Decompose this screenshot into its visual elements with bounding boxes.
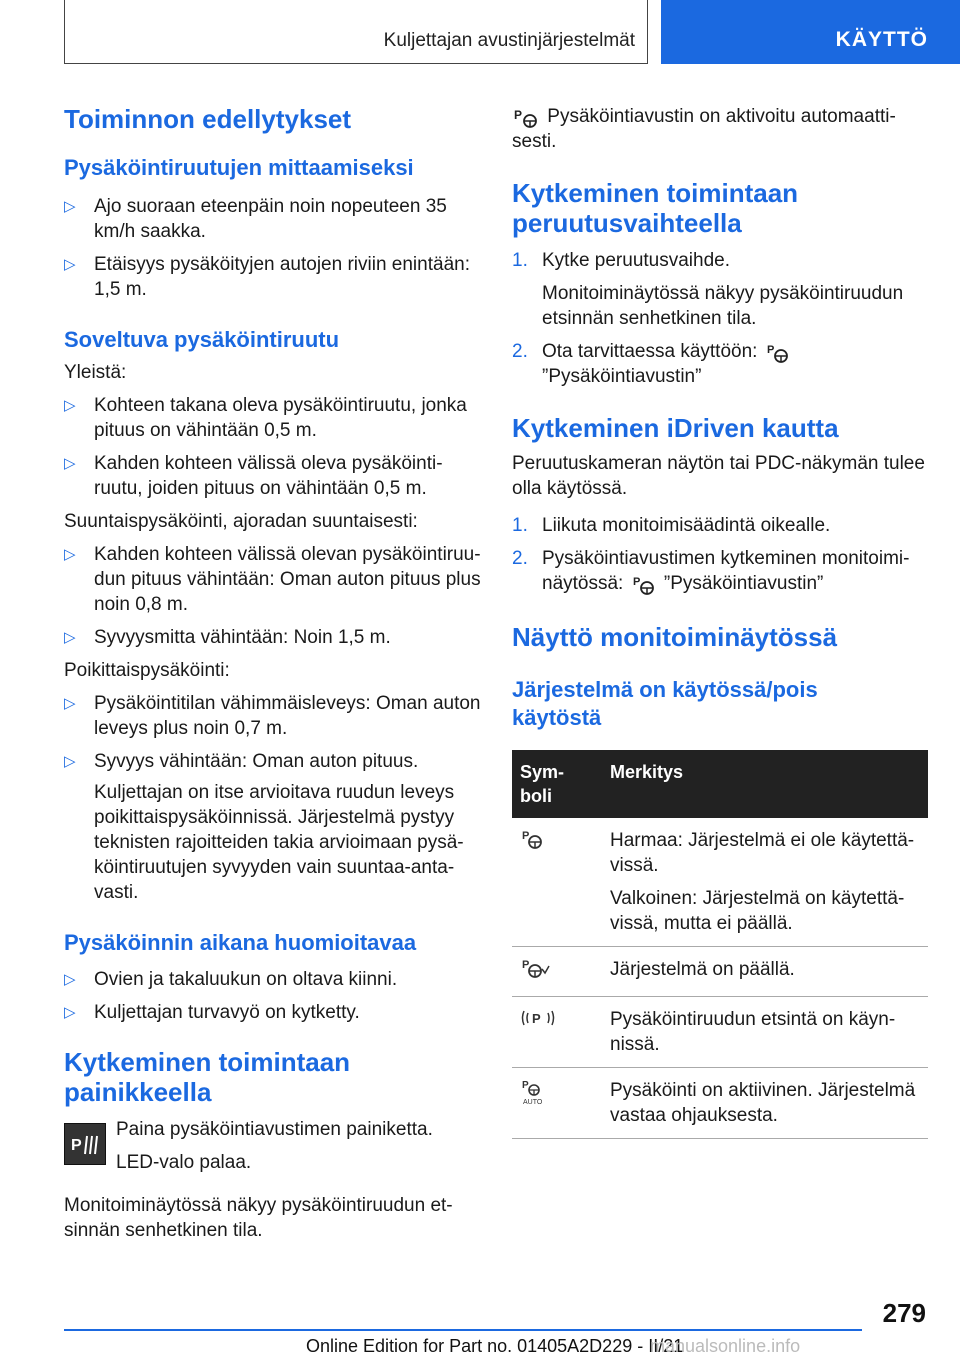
svg-text:AUTO: AUTO	[523, 1099, 543, 1106]
svg-text:P: P	[522, 830, 530, 842]
list-item: 2. Ota tarvittaessa käyttöön: P ”Pysäköintiavustin”	[512, 339, 928, 389]
heading-measure: Pysäköintiruutujen mittaamiseksi	[64, 155, 414, 180]
monitor-status-text: Monitoiminäytössä näkyy pysäköintiruudun et-sinnän senhetkinen tila.	[64, 1195, 453, 1241]
heading-display: Näyttö monitoiminäytössä	[512, 622, 838, 652]
reverse-step1-note: Monitoiminäytössä näkyy pysäköintiruudun etsinnän senhetkinen tila.	[542, 283, 904, 329]
list-item: 1. Liikuta monitoimisäädintä oikealle.	[512, 515, 831, 536]
header-box	[64, 0, 648, 64]
list-item: 1. Kytke peruutusvaihde.	[512, 250, 731, 271]
svg-text:P: P	[514, 107, 523, 122]
park-assist-gray-icon	[520, 828, 546, 850]
header-section-title: Kuljettajan avustinjärjestelmät	[383, 30, 635, 51]
edition-text: Online Edition for Part no. 01405A2D229 - II/21	[306, 1336, 684, 1356]
left-column	[64, 100, 482, 1243]
svg-text:P: P	[532, 1011, 541, 1026]
bullet-icon: ▷	[64, 198, 76, 215]
perp-label: Poikittaispysäköinti:	[64, 660, 230, 681]
parallel-label: Suuntaispysäköinti, ajoradan suuntaisesti:	[64, 511, 418, 532]
heading-reverse: Kytkeminen toimintaan peruutusvaihteella	[512, 178, 799, 238]
heading-suitable: Soveltuva pysäköintiruutu	[64, 327, 340, 352]
general-label: Yleistä:	[64, 362, 127, 383]
list-item: ▷ Kohteen takana oleva pysäköintiruutu, jonka pituus on vähintään 0,5 m.	[64, 395, 467, 441]
svg-text:P: P	[71, 1137, 82, 1154]
list-item: ▷ Kahden kohteen välissä olevan pysäköintiruu-dun pituus vähintään: Oman auton pituus plus noin 0,8 m.	[64, 544, 481, 615]
heading-button: Kytkeminen toimintaan painikkeella	[64, 1047, 351, 1107]
right-column	[512, 100, 928, 1139]
auto-activated-text: P Pysäköintiavustin on aktivoitu automaatti-sesti.	[512, 106, 896, 152]
park-assist-icon	[512, 106, 542, 128]
svg-text:P: P	[522, 1080, 529, 1091]
col-symbol: Sym-boli	[512, 750, 602, 818]
led-text: LED-valo palaa.	[116, 1152, 252, 1173]
bullet-icon: ▷	[64, 695, 76, 712]
list-item: ▷ Ovien ja takaluukun on oltava kiinni.	[64, 969, 398, 990]
parking-space-search-icon	[520, 1007, 556, 1029]
list-item: ▷ Ajo suoraan eteenpäin noin nopeuteen 35 km/h saakka.	[64, 196, 447, 242]
bullet-icon: ▷	[64, 397, 76, 414]
list-item: ▷ Syvyys vähintään: Oman auton pituus.	[64, 751, 419, 772]
heading-note: Pysäköinnin aikana huomioitavaa	[64, 930, 417, 955]
list-item: ▷ Pysäköintitilan vähimmäisleveys: Oman auton leveys plus noin 0,7 m.	[64, 693, 481, 739]
list-item: ▷ Kahden kohteen välissä oleva pysäköinti-ruutu, joiden pituus on vähintään 0,5 m.	[64, 453, 443, 499]
header-tab[interactable]	[661, 0, 960, 64]
table-header	[512, 750, 928, 818]
svg-text:P: P	[522, 959, 530, 971]
bullet-icon: ▷	[64, 629, 76, 646]
page-number: 279	[882, 1298, 926, 1328]
list-item: 2. Pysäköintiavustimen kytkeminen monitoimi-näytössä: P ”Pysäköintiavustin”	[512, 548, 910, 594]
symbol-table	[512, 750, 928, 1139]
list-item: ▷ Etäisyys pysäköityjen autojen riviin enintään: 1,5 m.	[64, 254, 470, 300]
park-assist-on-icon	[520, 957, 550, 979]
svg-text:P: P	[766, 343, 775, 356]
bullet-icon: ▷	[64, 971, 76, 988]
bullet-icon: ▷	[64, 1004, 76, 1021]
idrive-text: Peruutuskameran näytön tai PDC-näkymän tulee olla käytössä.	[512, 453, 925, 499]
table-row: P Pysäköintiruudun etsintä on käyn-nissä.	[512, 997, 928, 1068]
bullet-icon: ▷	[64, 455, 76, 472]
park-assist-icon	[763, 341, 793, 363]
list-item: ▷ Syvyysmitta vähintään: Noin 1,5 m.	[64, 627, 391, 648]
button-instruction: Paina pysäköintiavustimen painiketta.	[116, 1119, 433, 1140]
list-item: ▷ Kuljettajan turvavyö on kytketty.	[64, 1002, 360, 1023]
park-assist-icon	[629, 573, 659, 595]
bullet-icon: ▷	[64, 256, 76, 273]
table-row: P AUTO Pysäköinti on aktiivinen. Järjestelmä vastaa ohjauksesta.	[512, 1068, 928, 1139]
bullet-icon: ▷	[64, 546, 76, 563]
park-assist-button-icon	[64, 1123, 106, 1165]
perp-note: Kuljettajan on itse arvioitava ruudun leveys poikittaispysäköinnissä. Järjestelmä pystyy teknisten rajoitteiden takia arvioimaan pysä-köintiruutujen syvyyden vain suuntaa-anta-vasti.	[94, 782, 464, 903]
footer-divider	[64, 1329, 862, 1331]
header-tab-label: KÄYTTÖ	[835, 28, 928, 51]
heading-requirements: Toiminnon edellytykset	[64, 104, 352, 134]
park-assist-auto-icon	[520, 1078, 550, 1106]
svg-text:P: P	[632, 575, 640, 588]
table-row: P Harmaa: Järjestelmä ei ole käytettä-vissä. Valkoinen: Järjestelmä on käytettä-vissä, mutta ei päällä.	[512, 818, 928, 947]
heading-idrive: Kytkeminen iDriven kautta	[512, 413, 839, 443]
table-row: P Järjestelmä on päällä.	[512, 947, 928, 997]
watermark: manualsonline.info	[650, 1336, 801, 1356]
col-meaning: Merkitys	[602, 750, 928, 818]
bullet-icon: ▷	[64, 753, 76, 770]
heading-system-state: Järjestelmä on käytössä/pois käytöstä	[512, 677, 818, 730]
